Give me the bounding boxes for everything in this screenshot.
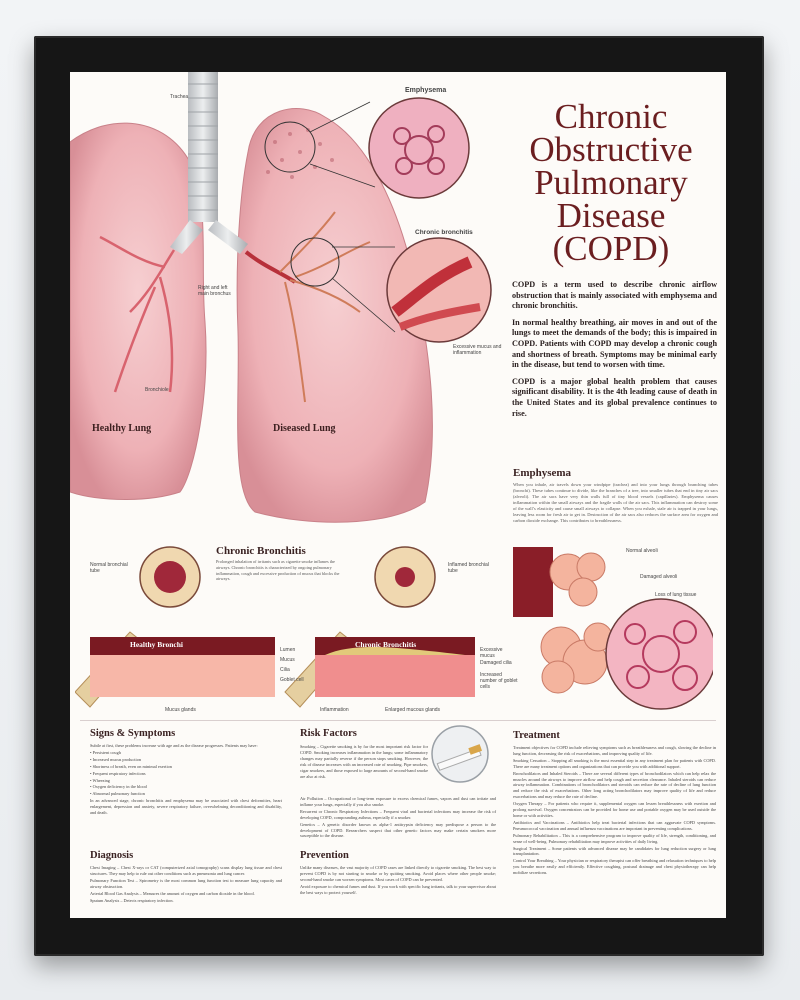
- alveoli-illustration: [513, 542, 713, 722]
- label-mucus: Mucus: [280, 657, 295, 663]
- label-lumen: Lumen: [280, 647, 296, 653]
- emphysema-title: Emphysema: [513, 467, 572, 479]
- signs-item: • Wheezing: [90, 778, 282, 784]
- treatment-body: [513, 745, 716, 877]
- signs-title: Signs & Symptoms: [90, 728, 176, 739]
- label-enlarged-glands: Enlarged mucous glands: [385, 707, 441, 713]
- label-normal-tube: Normal bronchial tube: [90, 562, 128, 574]
- cigarette-illustration: [425, 724, 495, 784]
- trachea: [188, 72, 218, 222]
- diagnosis-item: Arterial Blood Gas Analysis – Measures the amount of oxygen and carbon dioxide in the blood.: [90, 890, 255, 896]
- prevention-footer: Avoid exposure to chemical fumes and dust. If you work with specific lung irritants, talk to your supervisor about the best ways to protect yourself.: [300, 883, 496, 895]
- treatment-intro: Treatment objectives for COPD include relieving symptoms such as breathlessness and cough, slowing the decline in lung function, decreasing the risk of exacerbations, and improving quality of life.: [513, 745, 716, 756]
- healthy-lumen: [154, 561, 186, 593]
- diagnosis-item: Pulmonary Function Test – Spirometry is the most common lung function test to measure lung capacity and airway obstruction.: [90, 877, 282, 889]
- treatment-item: Control Your Breathing – Your physician or respiratory therapist can offer breathing and relaxation techniques to help you breathe more easily and efficiently. Effective coughing, postural drainage and chest physiotherapy can help mobilize secretions.: [513, 858, 716, 876]
- label-damaged-cilia: Damaged cilia: [480, 660, 512, 666]
- signs-item: • Abnormal pulmonary function: [90, 791, 282, 797]
- risk-item: Genetics – A genetic disorder known as alpha-1 antitrypsin deficiency may predispose a person to the development of COPD. Researchers suspect that other genetic factors may make certain smokers more susceptible to the disease.: [300, 821, 496, 839]
- label-bronchiole: Bronchiole: [145, 387, 169, 393]
- treatment-title: Treatment: [513, 730, 560, 741]
- treatment-item: Surgical Treatment – Some patients with advanced disease may be candidates for lung reduction surgery or lung transplantation.: [513, 845, 716, 857]
- section-divider: [80, 720, 716, 721]
- healthy-lung-shape: [70, 123, 206, 499]
- prevention-body: [300, 865, 496, 897]
- label-diseased-lung: Diseased Lung: [273, 423, 336, 434]
- title-line: Disease: [556, 196, 666, 235]
- label-damaged-alveoli: Damaged alveoli: [640, 574, 678, 580]
- label-excess-mucus2: Excessive mucus: [480, 647, 503, 659]
- label-inflammation: Inflammation: [320, 707, 349, 713]
- treatment-item: Smoking Cessation – Stopping all smoking is the most essential step in any treatment plan for patients with COPD. There are many treatment options and organizations that can provide you with additional support.: [513, 757, 716, 769]
- intro-paragraph: COPD is a major global health problem that causes significant disability. It is the 4th leading cause of death in the United States and its global prevalence continues to rise.: [512, 376, 717, 418]
- title-line: Pulmonary: [534, 163, 688, 202]
- signs-body: [90, 743, 282, 817]
- diagnosis-title: Diagnosis: [90, 850, 134, 861]
- diagnosis-body: [90, 865, 282, 904]
- risk-body: [300, 796, 496, 840]
- label-bronchi: Right and left main bronchus: [198, 285, 231, 297]
- treatment-item: Bronchodilators and Inhaled Steroids – There are several different types of bronchodilators which can help relax the muscles around the airways to improve airflow and help cough and secretion clearance. Inhaled steroids can reduce airway inflammation. Combinations of bronchodilators and steroids can reduce the rate of decline of lung function and reduce the risk of exacerbations. Other long acting bronchodilators may improve quality of life and reduce exacerbations and may reduce the rate of decline.: [513, 770, 716, 800]
- signs-item: • Frequent respiratory infections: [90, 771, 282, 777]
- emphysema-body: When you inhale, air travels down your windpipe (trachea) and into your lungs through branching tubes (bronchi). These tubes continue to divide, like the branches of a tree, into smaller tubes that end in tiny air sacs (alveoli). The air sacs have very thin walls full of tiny blood vessels (capillaries). Emphysema causes inflammation within the small airways and the fragile walls of the air sacs. This inflammation can destroy some of the wall’s elasticity and cause small airways to collapse. When you exhale, stale air is trapped in your lungs, leaving less room for fresh air to get in. Destruction of the air sacs also reduces the surface area for oxygen and carbon dioxide exchange. This contributes to breathlessness.: [513, 482, 718, 523]
- prevention-title: Prevention: [300, 850, 349, 861]
- label-inflamed-tube: Inflamed bronchial tube: [448, 562, 489, 574]
- treatment-item: Oxygen Therapy – For patients who require it, supplemental oxygen can lessen breathlessness with exertion and prolong survival. Oxygen concentrators can be provided for home use and portable oxygen may be used outside the home or with activities.: [513, 801, 716, 818]
- label-cilia: Cilia: [280, 667, 290, 673]
- prevention-text: Unlike many diseases, the vast majority of COPD cases are linked directly to cigarette smoking. The best way to prevent COPD is by not starting to smoke or by quitting smoking. Avoid places where other people smoke; second-hand smoke can worsen symptoms. Most cases of COPD can be prevented.: [300, 865, 496, 882]
- label-healthy-lung: Healthy Lung: [92, 423, 152, 434]
- risk-title: Risk Factors: [300, 728, 357, 739]
- chronic-bronchitis-body: Prolonged inhalation of irritants such as cigarette smoke inflames the airways. Chronic bronchitis is characterized by ongoing pulmonary inflammation, cough and excessive production of mucus that blocks the airways.: [216, 559, 340, 582]
- signs-item: • Persistent cough: [90, 750, 282, 756]
- title-line: Chronic: [554, 97, 668, 136]
- signs-intro: Subtle at first, these problems increase with age and as the disease progresses. Patients may have:: [90, 743, 258, 748]
- intro-paragraph: In normal healthy breathing, air moves in and out of the lungs to meet the demands of the body; this is impaired in COPD. Patients with COPD may develop a chronic cough and shortness of breath. Symptoms may be minimal early in the disease, but tend to worsen with time.: [512, 317, 717, 370]
- intro-paragraph: COPD is a term used to describe chronic airflow obstruction that is mainly associated with emphysema and chronic bronchitis.: [512, 280, 717, 311]
- label-chronic-bronchitis-panel: Chronic Bronchitis: [355, 640, 417, 649]
- bronchi-comparison-illustration: [75, 542, 495, 712]
- risk-body-top: [300, 744, 428, 780]
- title-line: Obstructive: [529, 130, 693, 169]
- label-trachea: Trachea: [170, 94, 189, 100]
- signs-item: • Shortness of breath, even on minimal exertion: [90, 764, 282, 770]
- diagnosis-item: Sputum Analysis – Detects respiratory infection.: [90, 897, 174, 903]
- label-goblet: Goblet cell: [280, 677, 304, 683]
- treatment-item: Antibiotics and Vaccinations – Antibiotics help treat bacterial infections that can aggravate COPD symptoms. Pneumococcal vaccination and annual influenza vaccinations are important in preventing complications.: [513, 819, 716, 831]
- signs-list: [90, 750, 282, 797]
- risk-item: Recurrent or Chronic Respiratory Infections – Frequent viral and bacterial infections may increase the risk of developing COPD, compounding asthma, especially if a smoker.: [300, 808, 496, 820]
- poster-title: [505, 97, 717, 268]
- label-normal-alveoli: Normal alveoli: [626, 548, 658, 554]
- label-healthy-bronchi: Healthy Bronchi: [130, 640, 183, 649]
- label-emphysema-callout: Emphysema: [405, 87, 447, 94]
- emphysema-callout-circle: [369, 98, 469, 198]
- signs-item: • Oxygen deficiency in the blood: [90, 784, 282, 790]
- signs-footer: In an advanced stage, chronic bronchitis and emphysema may be associated with chest deformities, heart enlargement, depression and anxiety, severe respiratory failure, overwhelming deconditioning and disability, and death.: [90, 798, 282, 816]
- signs-item: • Increased mucus production: [90, 757, 282, 763]
- label-bronchitis-callout: Chronic bronchitis: [415, 229, 473, 236]
- alveoli-clusters: [541, 553, 612, 693]
- risk-item: Air Pollution – Occupational or long-term exposure to excess chemical fumes, vapors and dust can irritate and inflame your lungs, especially if you also smoke.: [300, 796, 496, 807]
- diagnosis-item: Chest Imaging – Chest X-rays or CAT (computerized axial tomography) scans display lung tissue and chest structures. They may help to rule out other conditions such as pneumonia and lung cancer.: [90, 865, 282, 876]
- label-excess-mucus: Excessive mucus and inflammation: [453, 344, 502, 356]
- risk-item: Smoking – Cigarette smoking is by far the most important risk factor for COPD. Smoking increases inflammation in the lungs; some inflammatory changes may partially reverse if the person stops smoking. However, the risk of disease increases with an increased rate of smoking. Pipe smokers, cigar smokers, and those exposed to large amounts of second-hand smoke are also at risk.: [300, 744, 428, 779]
- intro-text: [512, 280, 717, 425]
- inflamed-lumen: [395, 567, 415, 587]
- label-loss-tissue: Loss of lung tissue: [655, 592, 697, 598]
- label-increased-goblet: Increased number of goblet cells: [480, 672, 518, 690]
- damaged-alveoli-circle: [606, 599, 713, 709]
- lungs-illustration: [70, 72, 510, 542]
- title-line: (COPD): [552, 229, 670, 268]
- chronic-bronchitis-title: Chronic Bronchitis: [216, 545, 306, 557]
- treatment-item: Pulmonary Rehabilitation – This is a comprehensive program to improve quality of life, strength, conditioning, and sense of well-being. Pulmonary rehabilitation may improve activities of daily living.: [513, 832, 716, 844]
- poster: [70, 72, 726, 918]
- label-mucus-glands: Mucus glands: [165, 707, 196, 713]
- bronchiole-tube: [513, 547, 553, 617]
